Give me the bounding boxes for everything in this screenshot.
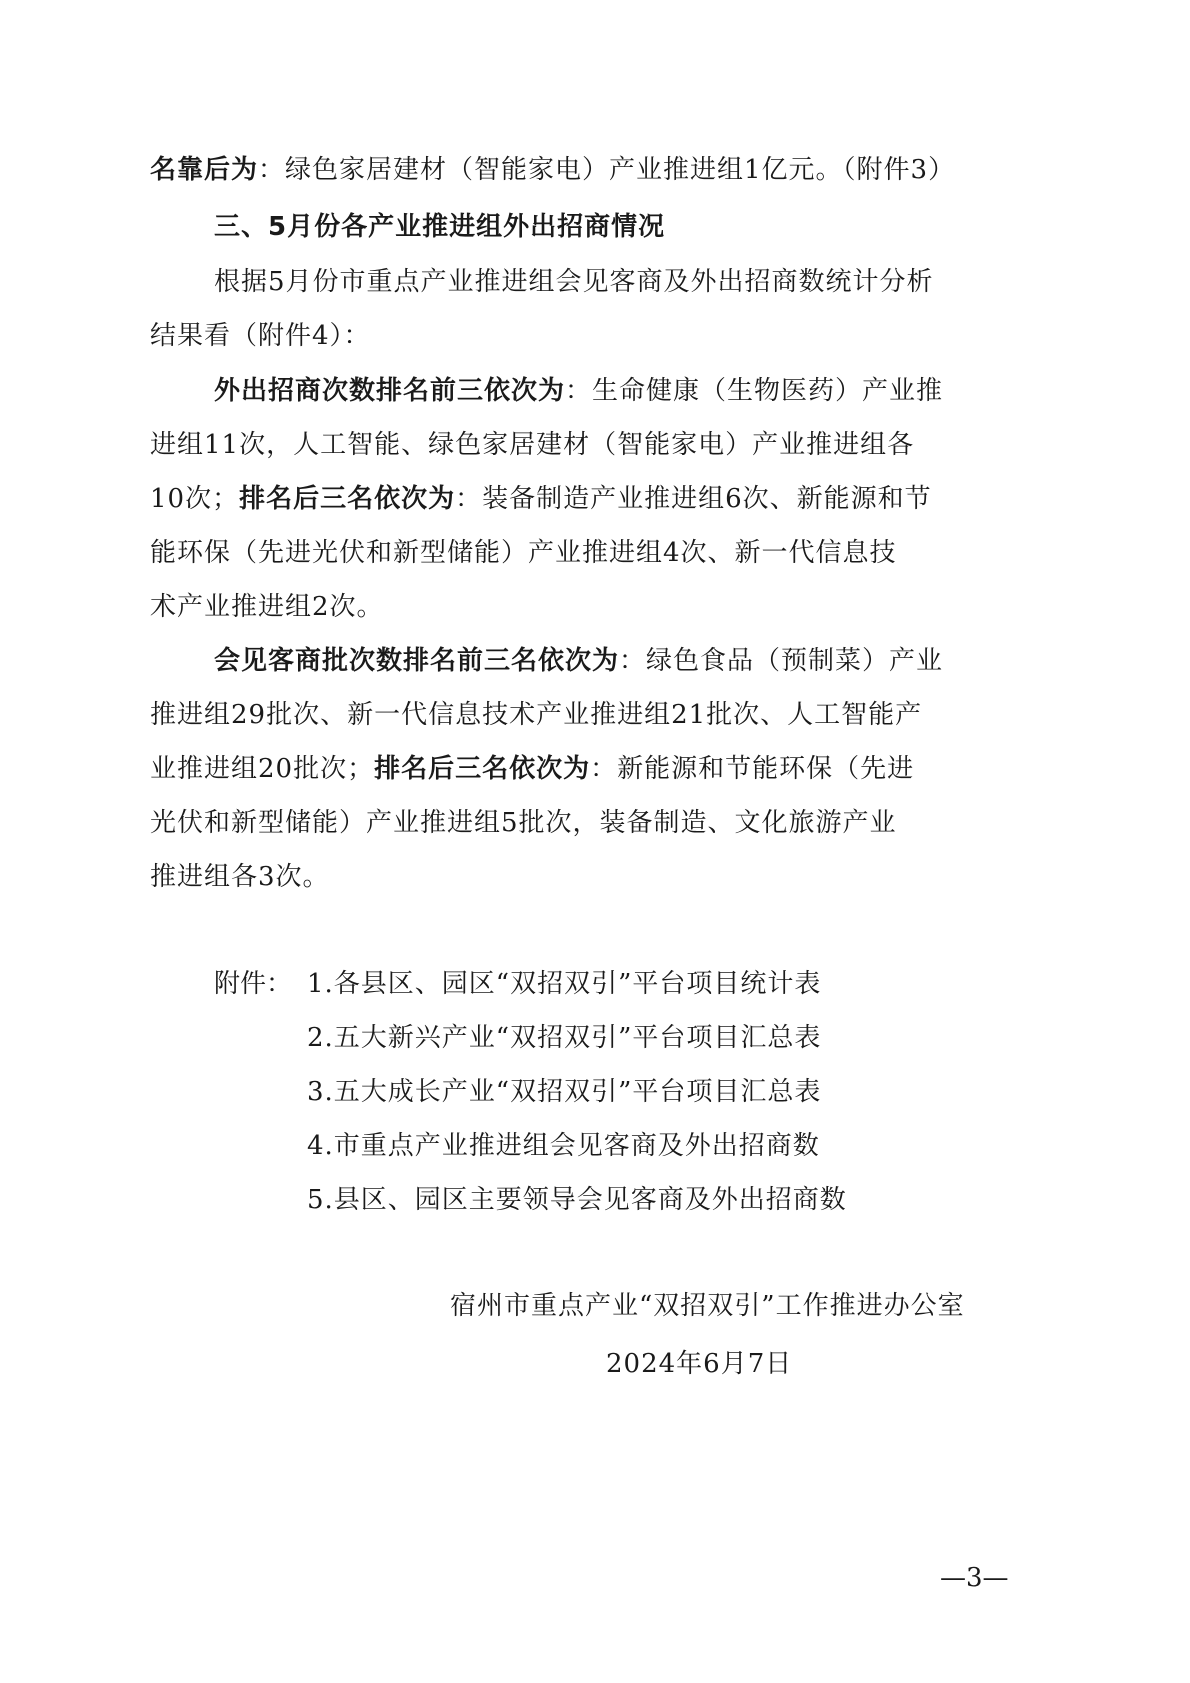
attachment-item-4: 4.市重点产业推进组会见客商及外出招商数 [307, 1131, 820, 1161]
attachment-item-5: 5.县区、园区主要领导会见客商及外出招商数 [307, 1185, 847, 1215]
signature-org: 宿州市重点产业“双招双引”工作推进办公室 [450, 1291, 965, 1321]
page-number: —3— [940, 1563, 1009, 1593]
outbound-line-3 [150, 481, 1050, 517]
meetings-line-3 [150, 751, 1050, 787]
text-run: ：生命健康（生物医药）产业推 [565, 376, 944, 406]
intro-line-2: 结果看（附件4）： [150, 321, 371, 351]
text-run: 业推进组20批次； [150, 754, 375, 784]
attachment-item-3: 3.五大成长产业“双招双引”平台项目汇总表 [307, 1077, 822, 1107]
signature-date: 2024年6月7日 [606, 1349, 793, 1379]
meetings-line-4: 光伏和新型储能）产业推进组5批次，装备制造、文化旅游产业 [150, 808, 897, 838]
attachment-item-1: 1.各县区、园区“双招双引”平台项目统计表 [307, 969, 822, 999]
text-run: ：新能源和节能环保（先进 [590, 754, 915, 784]
bold-phrase: 排名后三名依次为 [239, 484, 456, 514]
meetings-line-5: 推进组各3次。 [150, 862, 330, 892]
bold-phrase: 排名后三名依次为 [374, 754, 591, 784]
outbound-line-1 [214, 373, 1114, 409]
intro-line-1: 根据5月份市重点产业推进组会见客商及外出招商数统计分析 [214, 267, 934, 297]
text-run: 10次； [150, 484, 240, 514]
outbound-line-2: 进组11次，人工智能、绿色家居建材（智能家电）产业推进组各 [150, 430, 915, 460]
attachments-label: 附件： [214, 969, 293, 999]
bold-phrase: 名靠后为 [150, 155, 259, 185]
text-run: ：绿色食品（预制菜）产业 [619, 646, 944, 676]
bold-phrase: 会见客商批次数排名前三名依次为 [214, 646, 620, 676]
text-run: ：绿色家居建材（智能家电）产业推进组1亿元。（附件3） [258, 155, 956, 185]
prev-paragraph-line [150, 152, 1050, 188]
attachment-item-2: 2.五大新兴产业“双招双引”平台项目汇总表 [307, 1023, 822, 1053]
meetings-line-2: 推进组29批次、新一代信息技术产业推进组21批次、人工智能产 [150, 700, 923, 730]
bold-phrase: 外出招商次数排名前三依次为 [214, 376, 566, 406]
section-heading: 三、5月份各产业推进组外出招商情况 [214, 212, 666, 242]
text-run: ：装备制造产业推进组6次、新能源和节 [455, 484, 932, 514]
outbound-line-4: 能环保（先进光伏和新型储能）产业推进组4次、新一代信息技 [150, 538, 897, 568]
meetings-line-1 [214, 643, 1114, 679]
outbound-line-5: 术产业推进组2次。 [150, 592, 384, 622]
